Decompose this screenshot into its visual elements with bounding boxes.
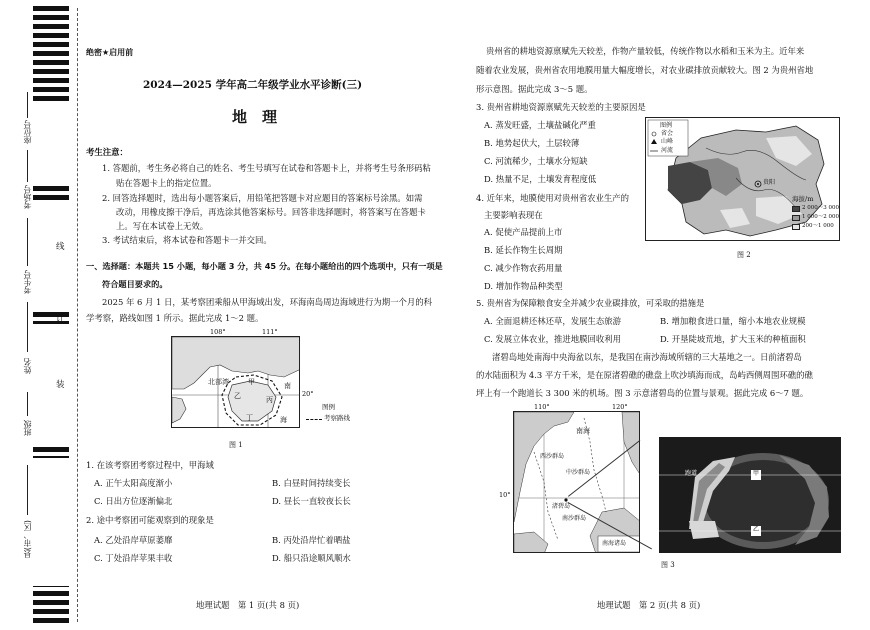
q4-stem: 4. 近年来，地膜使用对贵州省农业生产的 [476, 193, 630, 203]
binding-name-label: 姓名 [23, 358, 32, 374]
section1-heading-cont: 符合题目要求的。 [102, 279, 168, 289]
q4-stem-cont: 主要影响表现在 [484, 210, 543, 220]
q2-stem: 2. 途中考察团可能观察到的现象是 [86, 515, 214, 525]
q5-stem: 5. 贵州省为保障粮食安全并减少农业碳排放，可采取的措施是 [476, 298, 705, 308]
q5-option-c[interactable]: C. 发展立体农业，推进地膜回收利用 [484, 334, 622, 344]
fig3-xisha-label: 西沙群岛 [540, 453, 565, 460]
fig2-legend-title: 图例 [660, 122, 673, 129]
fig3-lat-10: 10° [499, 491, 511, 499]
fig3-nansha-label: 南沙群岛 [562, 515, 587, 522]
p1-line-3: 形示意图。据此完成 3～5 题。 [476, 84, 593, 94]
fig2-alt2-label: 1 000～2 000 [802, 214, 839, 220]
binding-examno-label: 考生号 [23, 270, 32, 294]
fig1-legend-symbol [306, 419, 322, 420]
notice-line-6: 3. 考试结束后，将本试卷和答题卡一并交回。 [102, 235, 272, 245]
binding-class-line [27, 392, 28, 416]
p2-line-2: 的水陆面积为 4.3 平方千米，是在原渚碧礁的礁盘上吹沙填海而成，岛屿西侧周围环礁的礁 [476, 370, 813, 380]
binding-room-line [27, 150, 28, 182]
fig2-legend-city: 省会 [661, 130, 674, 137]
q4-option-d[interactable]: D. 增加作物品种类型 [484, 281, 563, 291]
notice-line-3: 2. 回答选择题时，选出每小题答案后，用铅笔把答题卡对应题目的答案标号涂黑。如需 [102, 193, 423, 203]
binding-county-line [27, 465, 28, 515]
q1-stem: 1. 在该考察团考察过程中，甲海域 [86, 460, 214, 470]
figure-1-map [171, 336, 300, 428]
q3-option-d[interactable]: D. 热量不足，土壤发育程度低 [484, 174, 597, 184]
fig1-legend-route: 考察路线 [324, 414, 350, 422]
fig1-label-bing: 丙 [266, 396, 273, 404]
fig1-label-beibu: 北部湾 [208, 378, 229, 386]
q2-option-a[interactable]: A. 乙处沿岸草原萎靡 [94, 535, 173, 545]
notice-line-1: 1. 答题前，考生务必将自己的姓名、考生号填写在试卷和答题卡上，并将考生号条形码粘 [102, 163, 431, 173]
binding-char-ding: 订 [56, 314, 65, 324]
figure-2-map [645, 117, 840, 241]
fig2-legend-river: 河流 [661, 147, 674, 154]
fig1-lat-20: 20° [302, 390, 314, 398]
figure-3-photo [659, 437, 841, 553]
q1-option-b[interactable]: B. 白昼时间持续变长 [272, 478, 351, 488]
q5-option-a[interactable]: A. 全面退耕还林还草，发展生态旅游 [484, 316, 621, 326]
binding-examno-line [27, 218, 28, 266]
fig1-caption: 图 1 [229, 441, 243, 449]
q1-option-c[interactable]: C. 日出方位逐渐偏北 [94, 496, 173, 506]
notice-line-4: 改动，用橡皮擦干净后，再选涂其他答案标号。回答非选择题时，将答案写在答题卡 [116, 207, 426, 217]
q5-option-b[interactable]: B. 增加粮食进口量，缩小本地农业规模 [660, 316, 806, 326]
q3-option-a[interactable]: A. 蒸发旺盛，土壤盐碱化严重 [484, 120, 596, 130]
fig1-lon-108: 108° [210, 328, 226, 336]
binding-room-label: 考场号 [23, 185, 32, 209]
notice-title: 考生注意： [86, 147, 128, 157]
binding-char-zhuang: 装 [56, 380, 65, 390]
q5-option-d[interactable]: D. 开垦陡坡荒地，扩大玉米的种植面积 [660, 334, 806, 344]
fig3-caption: 图 3 [661, 561, 675, 569]
notice-line-2: 贴在答题卡上的指定位置。 [116, 178, 217, 188]
p1-line-1: 贵州省的耕地资源禀赋先天较差，作物产量较低，传统作物以水稻和玉米为主。近年来 [486, 46, 805, 56]
q3-option-b[interactable]: B. 地势起伏大，土层较薄 [484, 138, 580, 148]
fig3-inset-label: 南海诸岛 [602, 540, 627, 547]
fig2-alt3-swatch [792, 224, 800, 230]
p2-line-3: 坪上有一个跑道长 3 300 米的机场。图 3 示意渚碧岛的位置与景观。据此完成 6～7 题。 [476, 388, 809, 398]
binding-name-line [27, 302, 28, 352]
fig1-label-ding: 丁 [246, 414, 253, 422]
exam-title: 2024—2025 学年高二年级学业水平诊断(三) [143, 79, 363, 91]
fig3-lon-110: 110° [534, 403, 550, 411]
q1-option-d[interactable]: D. 昼长一直较夜长长 [272, 496, 351, 506]
binding-dash-line [77, 8, 78, 622]
fig3-zhongsha-label: 中沙群岛 [566, 469, 591, 476]
figure-1-svg [172, 337, 300, 428]
fig2-city-label: 贵阳 [763, 179, 776, 186]
right-footer: 地理试题 第 2 页(共 8 页) [597, 600, 701, 610]
q4-option-b[interactable]: B. 延长作物生长周期 [484, 245, 563, 255]
subject-title: 地 理 [232, 108, 278, 126]
binding-class-label: 班级 [23, 420, 32, 436]
binding-county-label: 县(市、区) [23, 520, 32, 559]
fig2-alt1-label: 2 000～3 000 [802, 205, 839, 211]
fig1-label-jia: 甲 [248, 378, 255, 386]
notice-line-5: 上。写在本试卷上无效。 [116, 221, 209, 231]
intro-2: 学考察，路线如图 1 所示。据此完成 1～2 题。 [86, 313, 264, 323]
fig1-lon-111: 111° [262, 328, 278, 336]
fig1-label-hai: 海 [280, 416, 287, 424]
fig3-island-label: 渚碧岛 [552, 503, 571, 510]
fig3-photo-label-a: 跑道 [685, 470, 698, 477]
binding-seat-label: 座位号 [23, 120, 32, 144]
section1-heading: 一、选择题：本题共 15 小题，每小题 3 分，共 45 分。在每小题给出的四个选项中，只有一项是 [86, 261, 443, 271]
intro-1: 2025 年 6 月 1 日，某考察团乘船从甲海域出发，环海南岛周边海域进行为期一个月的科 [102, 297, 433, 307]
q1-option-a[interactable]: A. 正午太阳高度渐小 [94, 478, 173, 488]
fig2-caption: 图 2 [737, 251, 751, 259]
p2-line-1: 渚碧岛地处南海中央海盆以东，是我国在南沙海域所辖的三大基地之一。日前渚碧岛 [492, 352, 802, 362]
q4-option-c[interactable]: C. 减少作物农药用量 [484, 263, 563, 273]
q2-option-b[interactable]: B. 丙处沿岸忙着晒盐 [272, 535, 351, 545]
fig3-photo-label-c: 乙 [753, 526, 760, 533]
fig2-alt-title: 海拔/m [792, 195, 814, 203]
p1-line-2: 随着农业发展，贵州省农用地膜用量大幅度增长，对农业碳排放贡献较大。图 2 为贵州省地 [476, 65, 814, 75]
fig1-legend-title: 图例 [322, 403, 335, 411]
fig3-lon-120: 120° [612, 403, 628, 411]
figure-3-photo-svg [659, 437, 841, 553]
q2-option-d[interactable]: D. 船只沿途顺风顺水 [272, 553, 351, 563]
fig2-alt2-swatch [792, 215, 800, 221]
secret-mark: 绝密★启用前 [86, 48, 134, 57]
q3-option-c[interactable]: C. 河流稀少，土壤水分短缺 [484, 156, 588, 166]
fig2-alt1-swatch [792, 206, 800, 212]
q3-stem: 3. 贵州省耕地资源禀赋先天较差的主要原因是 [476, 102, 646, 112]
binding-char-xian: 线 [56, 242, 65, 252]
fig3-photo-label-b: 甲 [753, 470, 760, 477]
binding-seat-line [27, 92, 28, 118]
fig1-label-nan: 南 [284, 382, 291, 390]
fig2-legend-peak: 山峰 [661, 138, 674, 145]
fig3-sea-label: 南海 [576, 427, 590, 435]
q4-option-a[interactable]: A. 促使产品提前上市 [484, 227, 563, 237]
left-footer: 地理试题 第 1 页(共 8 页) [196, 600, 300, 610]
q2-option-c[interactable]: C. 丁处沿岸苹果丰收 [94, 553, 173, 563]
fig1-label-yi: 乙 [234, 392, 241, 400]
fig2-alt3-label: 200～1 000 [802, 223, 834, 229]
